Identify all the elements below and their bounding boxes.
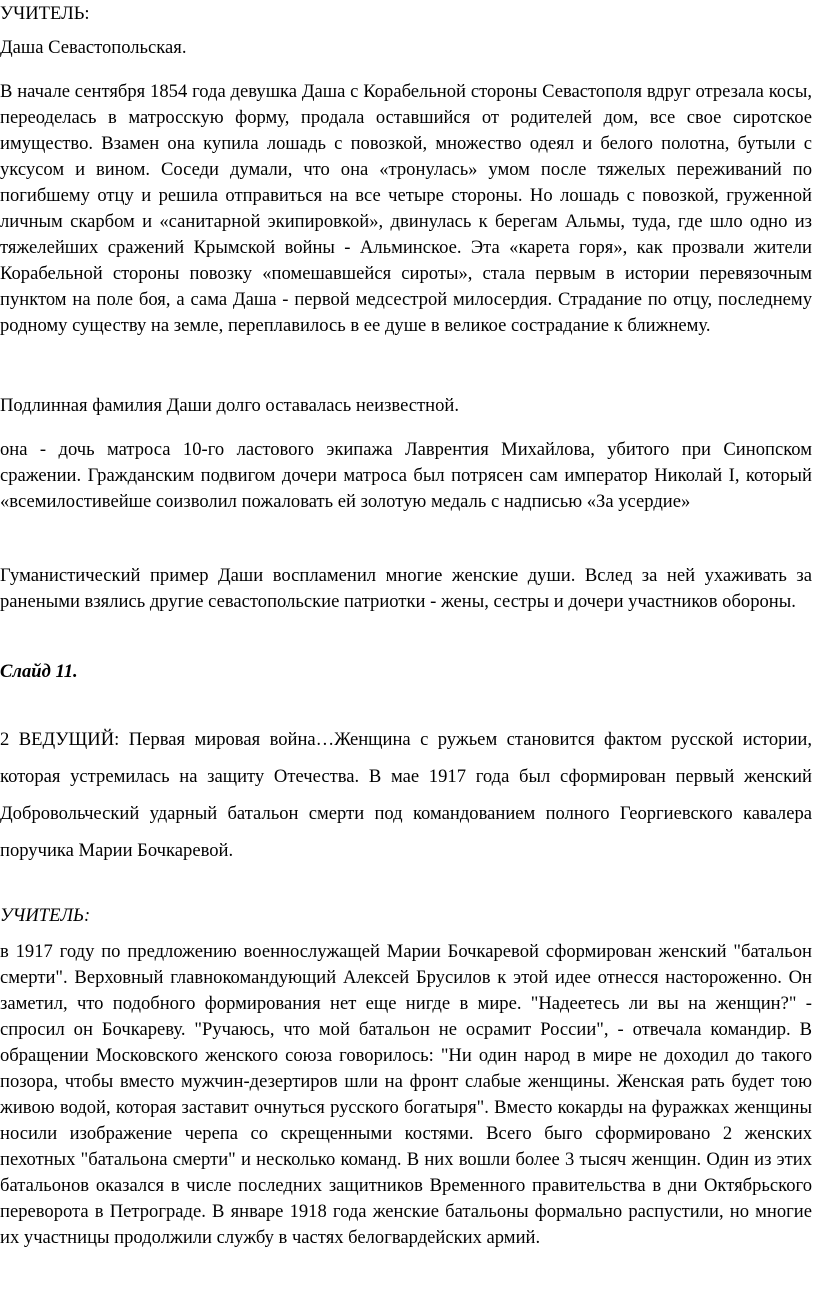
death-battalion-paragraph: в 1917 году по предложению военнослужащей Марии Бочкаревой сформирован женский "батальон смерти". Верховный главнокомандующий Алексей Брусилов к этой идее отнесся настороженно. Он заметил, что подобного формирования нет еще нигде в мире. "Надеетесь ли вы на женщин?" - спросил он Бочкареву. "Ручаюсь, что мой батальон не осрамит России", - отвечала командир. В обращении Московского женского союза говорилось: "Ни один народ в мире не доходил до такого позора, чтобы вместо мужчин-дезертиров шли на фронт слабые женщины. Женская рать будет тою живою водой, которая заставит очнуться русского богатыря". Вместо кокарды на фуражках женщины носили изображение черепа со скрещенными костями. Всего быго сформировано 2 женских пехотных "батальона смерти" и несколько команд. В них вошли более 3 тысяч женщин. Один из этих батальонов оказался в числе последних защитников Временного правительства в дни Октябрьского переворота в Петрограде. В январе 1918 года женские батальоны формально распустили, но многие их участницы продолжили службу в частях белогвардейских армий. [0,941,812,1248]
dasha-story-paragraph: В начале сентября 1854 года девушка Даша с Корабельной стороны Севастополя вдруг отрезала косы, переоделась в матросскую форму, продала оставшийся от родителей дом, все свое сиротское имущество. Взамен она купила лошадь с повозкой, множество одеял и белого полотна, бутыли с уксусом и вином. Соседи думали, что она «тронулась» умом после тяжелых переживаний по погибшему отцу и решила отправиться на все четыре стороны. Но лошадь с повозкой, груженной личным скарбом и «санитарной экипировкой», двинулась к берегам Альмы, туда, где шло одно из тяжелейших сражений Крымской войны - Альминское. Эта «карета горя», как прозвали жители Корабельной стороны повозку «помешавшейся сироты», стала первым в истории перевязочным пунктом на поле боя, а сама Даша - первой медсестрой милосердия. Страдание по отцу, последнему родному существу на земле, переплавилось в ее душе в великое сострадание к ближнему. [0,81,812,336]
slide-label: Слайд 11. [0,661,78,682]
father-paragraph: она - дочь матроса 10-го ластового экипажа Лаврентия Михайлова, убитого при Синопском сражении. Гражданским подвигом дочери матроса был потрясен сам император Николай I, который «всемилостивейше соизволил пожаловать ей золотую медаль с надписью «За усердие» [0,439,812,512]
surname-paragraph: Подлинная фамилия Даши долго оставалась неизвестной. [0,395,460,416]
teacher-heading-italic: УЧИТЕЛЬ: [0,905,91,926]
dasha-subtitle: Даша Севастопольская. [0,37,187,58]
host-paragraph: 2 ВЕДУЩИЙ: Первая мировая война…Женщина с ружьем становится фактом русской истории, которая устремилась на защиту Отечества. В мае 1917 года был сформирован первый женский Добровольческий ударный батальон смерти под командованием полного Георгиевского кавалера поручика Марии Бочкаревой. [0,729,812,861]
humanist-example-paragraph: Гуманистический пример Даши воспламенил многие женские души. Вслед за ней ухаживать за ранеными взялись другие севастопольские патриотки - жены, сестры и дочери участников обороны. [0,565,812,612]
teacher-heading: УЧИТЕЛЬ: [0,3,90,24]
